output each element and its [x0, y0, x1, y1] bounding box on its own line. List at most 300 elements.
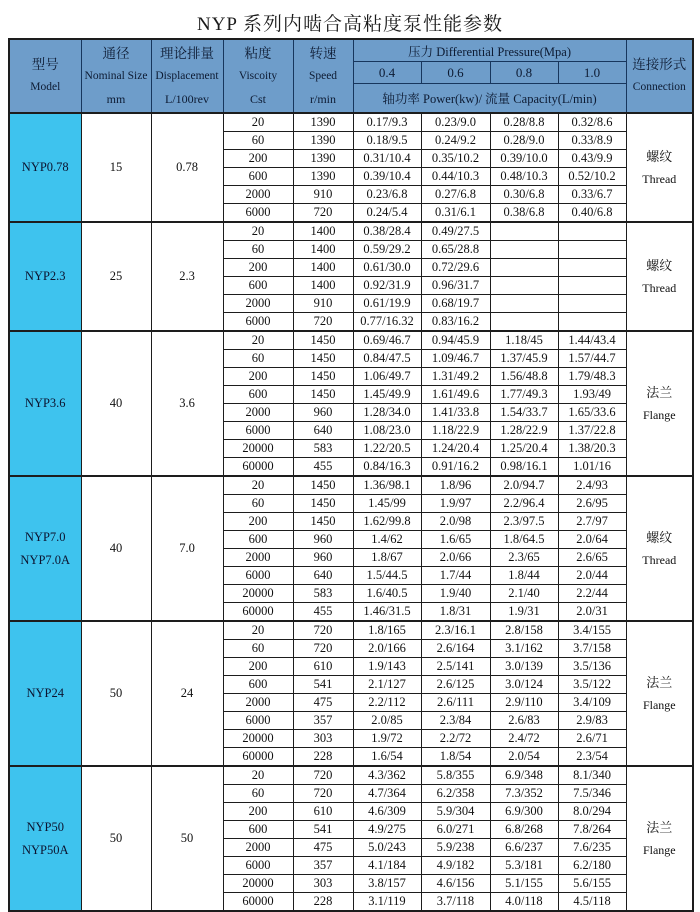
col-header-power-capacity: 轴功率 Power(kw)/ 流量 Capacity(L/min) — [353, 84, 626, 114]
power-capacity-cell: 7.6/235 — [558, 839, 626, 857]
nominal-size-cell: 15 — [81, 113, 151, 222]
power-capacity-cell: 0.33/6.7 — [558, 186, 626, 204]
power-capacity-cell: 6.8/268 — [490, 821, 558, 839]
power-capacity-cell: 3.8/157 — [353, 875, 421, 893]
viscosity-cell: 60000 — [223, 603, 293, 622]
power-capacity-cell: 0.24/5.4 — [353, 204, 421, 223]
power-capacity-cell: 1.18/45 — [490, 331, 558, 350]
col-header-nominal-en: Nominal Size — [84, 69, 148, 82]
power-capacity-cell: 1.8/165 — [353, 621, 421, 640]
power-capacity-cell — [490, 295, 558, 313]
power-capacity-cell: 5.9/238 — [421, 839, 490, 857]
power-capacity-cell: 2.6/125 — [421, 676, 490, 694]
viscosity-cell: 20 — [223, 113, 293, 132]
col-header-viscosity-unit: Cst — [249, 91, 266, 106]
viscosity-cell: 200 — [223, 368, 293, 386]
power-capacity-cell: 1.8/67 — [353, 549, 421, 567]
viscosity-cell: 600 — [223, 168, 293, 186]
viscosity-cell: 2000 — [223, 694, 293, 712]
power-capacity-cell: 1.54/33.7 — [490, 404, 558, 422]
speed-cell: 228 — [293, 748, 353, 767]
speed-cell: 720 — [293, 640, 353, 658]
power-capacity-cell: 3.4/155 — [558, 621, 626, 640]
speed-cell: 455 — [293, 458, 353, 477]
power-capacity-cell: 0.91/16.2 — [421, 458, 490, 477]
displacement-cell: 7.0 — [151, 476, 223, 621]
power-capacity-cell: 2.6/164 — [421, 640, 490, 658]
col-header-model-en: Model — [30, 81, 61, 93]
power-capacity-cell: 2.0/54 — [490, 748, 558, 767]
power-capacity-cell: 5.8/355 — [421, 766, 490, 785]
nominal-size-cell: 25 — [81, 222, 151, 331]
col-header-speed — [293, 39, 353, 113]
table-row — [9, 222, 693, 241]
power-capacity-cell: 0.38/28.4 — [353, 222, 421, 241]
col-header-connection-en: Connection — [632, 81, 686, 93]
speed-cell: 1450 — [293, 386, 353, 404]
speed-cell: 541 — [293, 821, 353, 839]
speed-cell: 910 — [293, 186, 353, 204]
power-capacity-cell: 4.9/182 — [421, 857, 490, 875]
power-capacity-cell: 2.6/71 — [558, 730, 626, 748]
col-header-speed-cn: 转速 — [309, 45, 337, 61]
viscosity-cell: 600 — [223, 386, 293, 404]
speed-cell: 720 — [293, 766, 353, 785]
pressure-value-0.8: 0.8 — [490, 62, 558, 84]
power-capacity-cell: 0.23/9.0 — [421, 113, 490, 132]
power-capacity-cell — [558, 259, 626, 277]
viscosity-cell: 200 — [223, 259, 293, 277]
power-capacity-cell: 2.3/84 — [421, 712, 490, 730]
power-capacity-cell: 2.3/97.5 — [490, 513, 558, 531]
power-capacity-cell: 1.25/20.4 — [490, 440, 558, 458]
power-capacity-cell: 1.6/65 — [421, 531, 490, 549]
power-capacity-cell: 1.44/43.4 — [558, 331, 626, 350]
viscosity-cell: 60 — [223, 785, 293, 803]
nominal-size-cell: 40 — [81, 476, 151, 621]
power-capacity-cell: 0.35/10.2 — [421, 150, 490, 168]
col-header-connection — [626, 39, 693, 113]
power-capacity-cell: 1.46/31.5 — [353, 603, 421, 622]
power-capacity-cell: 2.0/31 — [558, 603, 626, 622]
viscosity-cell: 200 — [223, 150, 293, 168]
power-capacity-cell: 1.65/33.6 — [558, 404, 626, 422]
power-capacity-cell: 2.1/127 — [353, 676, 421, 694]
power-capacity-cell: 2.4/93 — [558, 476, 626, 495]
power-capacity-cell: 1.28/34.0 — [353, 404, 421, 422]
model-cell: NYP2.3 — [9, 222, 81, 331]
power-capacity-cell: 1.9/40 — [421, 585, 490, 603]
speed-cell: 583 — [293, 440, 353, 458]
power-capacity-cell: 0.68/19.7 — [421, 295, 490, 313]
power-capacity-cell: 1.61/49.6 — [421, 386, 490, 404]
speed-cell: 1450 — [293, 495, 353, 513]
displacement-cell: 24 — [151, 621, 223, 766]
nominal-size-cell: 50 — [81, 621, 151, 766]
power-capacity-cell: 0.84/16.3 — [353, 458, 421, 477]
speed-cell: 1450 — [293, 350, 353, 368]
viscosity-cell: 60 — [223, 640, 293, 658]
displacement-cell: 2.3 — [151, 222, 223, 331]
power-capacity-cell — [490, 222, 558, 241]
power-capacity-cell: 1.9/97 — [421, 495, 490, 513]
speed-cell: 640 — [293, 422, 353, 440]
speed-cell: 1400 — [293, 241, 353, 259]
col-header-displacement-en: Displacement — [155, 69, 219, 82]
power-capacity-cell: 4.5/118 — [558, 893, 626, 912]
power-capacity-cell: 1.5/44.5 — [353, 567, 421, 585]
power-capacity-cell: 0.52/10.2 — [558, 168, 626, 186]
power-capacity-cell: 0.98/16.1 — [490, 458, 558, 477]
power-capacity-cell: 1.06/49.7 — [353, 368, 421, 386]
power-capacity-cell: 2.6/95 — [558, 495, 626, 513]
power-capacity-cell: 2.0/44 — [558, 567, 626, 585]
viscosity-cell: 6000 — [223, 204, 293, 223]
power-capacity-cell: 3.5/136 — [558, 658, 626, 676]
power-capacity-cell: 0.31/6.1 — [421, 204, 490, 223]
table-row — [9, 621, 693, 640]
speed-cell: 475 — [293, 694, 353, 712]
power-capacity-cell: 0.84/47.5 — [353, 350, 421, 368]
power-capacity-cell: 2.8/158 — [490, 621, 558, 640]
connection-cell: 法兰 Flange — [626, 621, 693, 766]
power-capacity-cell: 1.8/54 — [421, 748, 490, 767]
power-capacity-cell: 0.69/46.7 — [353, 331, 421, 350]
power-capacity-cell: 0.18/9.5 — [353, 132, 421, 150]
col-header-nominal-unit: mm — [106, 91, 126, 106]
power-capacity-cell: 1.9/72 — [353, 730, 421, 748]
power-capacity-cell: 0.23/6.8 — [353, 186, 421, 204]
viscosity-cell: 60000 — [223, 458, 293, 477]
speed-cell: 1400 — [293, 222, 353, 241]
power-capacity-cell: 5.9/304 — [421, 803, 490, 821]
speed-cell: 1450 — [293, 476, 353, 495]
power-capacity-cell: 3.5/122 — [558, 676, 626, 694]
power-capacity-cell: 2.7/97 — [558, 513, 626, 531]
power-capacity-cell: 0.43/9.9 — [558, 150, 626, 168]
speed-cell: 610 — [293, 803, 353, 821]
power-capacity-cell — [558, 313, 626, 332]
power-capacity-cell: 2.0/64 — [558, 531, 626, 549]
power-capacity-cell: 0.83/16.2 — [421, 313, 490, 332]
power-capacity-cell: 2.0/98 — [421, 513, 490, 531]
power-capacity-cell: 0.61/19.9 — [353, 295, 421, 313]
power-capacity-cell: 0.39/10.4 — [353, 168, 421, 186]
displacement-cell: 0.78 — [151, 113, 223, 222]
power-capacity-cell: 0.28/9.0 — [490, 132, 558, 150]
power-capacity-cell: 3.1/162 — [490, 640, 558, 658]
power-capacity-cell: 2.9/83 — [558, 712, 626, 730]
col-header-viscosity — [223, 39, 293, 113]
viscosity-cell: 2000 — [223, 404, 293, 422]
power-capacity-cell: 0.77/16.32 — [353, 313, 421, 332]
col-header-connection-cn: 连接形式 — [632, 57, 687, 72]
speed-cell: 303 — [293, 730, 353, 748]
power-capacity-cell: 1.41/33.8 — [421, 404, 490, 422]
model-cell: NYP3.6 — [9, 331, 81, 476]
power-capacity-cell: 0.48/10.3 — [490, 168, 558, 186]
power-capacity-cell: 0.33/8.9 — [558, 132, 626, 150]
power-capacity-cell — [558, 295, 626, 313]
col-header-displacement — [151, 39, 223, 113]
viscosity-cell: 600 — [223, 277, 293, 295]
power-capacity-cell: 6.9/300 — [490, 803, 558, 821]
power-capacity-cell: 4.3/362 — [353, 766, 421, 785]
connection-cell: 螺纹 Thread — [626, 113, 693, 222]
power-capacity-cell: 4.9/275 — [353, 821, 421, 839]
power-capacity-cell: 2.6/65 — [558, 549, 626, 567]
power-capacity-cell — [490, 259, 558, 277]
power-capacity-cell: 3.7/118 — [421, 893, 490, 912]
viscosity-cell: 60 — [223, 132, 293, 150]
col-header-speed-en: Speed — [308, 69, 338, 82]
power-capacity-cell: 8.1/340 — [558, 766, 626, 785]
power-capacity-cell: 2.6/83 — [490, 712, 558, 730]
power-capacity-cell: 1.8/64.5 — [490, 531, 558, 549]
speed-cell: 1400 — [293, 277, 353, 295]
power-capacity-cell: 2.3/16.1 — [421, 621, 490, 640]
power-capacity-cell: 1.37/22.8 — [558, 422, 626, 440]
col-header-viscosity-en: Viscoity — [238, 69, 278, 82]
connection-cell: 螺纹 Thread — [626, 476, 693, 621]
power-capacity-cell: 1.77/49.3 — [490, 386, 558, 404]
viscosity-cell: 60000 — [223, 893, 293, 912]
speed-cell: 1400 — [293, 259, 353, 277]
power-capacity-cell: 1.31/49.2 — [421, 368, 490, 386]
speed-cell: 1450 — [293, 513, 353, 531]
power-capacity-cell: 0.59/29.2 — [353, 241, 421, 259]
power-capacity-cell: 1.24/20.4 — [421, 440, 490, 458]
table-row — [9, 766, 693, 785]
power-capacity-cell: 8.0/294 — [558, 803, 626, 821]
power-capacity-cell — [558, 241, 626, 259]
model-cell: NYP50 NYP50A — [9, 766, 81, 911]
speed-cell: 640 — [293, 567, 353, 585]
power-capacity-cell: 3.0/124 — [490, 676, 558, 694]
power-capacity-cell: 0.44/10.3 — [421, 168, 490, 186]
power-capacity-cell: 0.39/10.0 — [490, 150, 558, 168]
power-capacity-cell — [490, 277, 558, 295]
power-capacity-cell: 2.0/85 — [353, 712, 421, 730]
speed-cell: 583 — [293, 585, 353, 603]
pressure-value-1.0: 1.0 — [558, 62, 626, 84]
power-capacity-cell: 1.6/54 — [353, 748, 421, 767]
power-capacity-cell: 2.2/112 — [353, 694, 421, 712]
speed-cell: 720 — [293, 204, 353, 223]
page-title: NYP 系列内啮合高粘度泵性能参数 — [196, 14, 504, 35]
power-capacity-cell: 1.6/40.5 — [353, 585, 421, 603]
pump-performance-table — [8, 38, 694, 912]
col-header-model — [9, 39, 81, 113]
viscosity-cell: 6000 — [223, 712, 293, 730]
power-capacity-cell: 2.5/141 — [421, 658, 490, 676]
power-capacity-cell: 0.32/8.6 — [558, 113, 626, 132]
col-header-nominal-size — [81, 39, 151, 113]
power-capacity-cell: 1.8/96 — [421, 476, 490, 495]
viscosity-cell: 2000 — [223, 186, 293, 204]
power-capacity-cell: 0.65/28.8 — [421, 241, 490, 259]
viscosity-cell: 20 — [223, 621, 293, 640]
viscosity-cell: 600 — [223, 821, 293, 839]
power-capacity-cell: 1.45/49.9 — [353, 386, 421, 404]
power-capacity-cell: 1.45/99 — [353, 495, 421, 513]
col-header-speed-unit: r/min — [310, 91, 336, 106]
power-capacity-cell: 5.3/181 — [490, 857, 558, 875]
power-capacity-cell: 1.36/98.1 — [353, 476, 421, 495]
power-capacity-cell: 6.9/348 — [490, 766, 558, 785]
power-capacity-cell: 1.22/20.5 — [353, 440, 421, 458]
viscosity-cell: 600 — [223, 676, 293, 694]
power-capacity-cell: 2.3/65 — [490, 549, 558, 567]
table-header — [9, 39, 693, 113]
power-capacity-cell: 0.28/8.8 — [490, 113, 558, 132]
speed-cell: 960 — [293, 531, 353, 549]
power-capacity-cell: 6.2/180 — [558, 857, 626, 875]
col-header-model-cn: 型号 — [31, 57, 59, 72]
power-capacity-cell: 1.79/48.3 — [558, 368, 626, 386]
viscosity-cell: 20 — [223, 766, 293, 785]
col-header-displacement-cn: 理论排量 — [160, 45, 214, 61]
power-capacity-cell: 1.8/44 — [490, 567, 558, 585]
power-capacity-cell: 6.2/358 — [421, 785, 490, 803]
viscosity-cell: 60 — [223, 350, 293, 368]
speed-cell: 720 — [293, 621, 353, 640]
viscosity-cell: 200 — [223, 658, 293, 676]
viscosity-cell: 2000 — [223, 839, 293, 857]
power-capacity-cell: 0.27/6.8 — [421, 186, 490, 204]
viscosity-cell: 20 — [223, 331, 293, 350]
viscosity-cell: 60 — [223, 495, 293, 513]
speed-cell: 1390 — [293, 168, 353, 186]
power-capacity-cell: 0.96/31.7 — [421, 277, 490, 295]
power-capacity-cell: 0.61/30.0 — [353, 259, 421, 277]
power-capacity-cell: 1.09/46.7 — [421, 350, 490, 368]
power-capacity-cell: 4.0/118 — [490, 893, 558, 912]
model-cell: NYP0.78 — [9, 113, 81, 222]
power-capacity-cell — [558, 277, 626, 295]
power-capacity-cell: 2.2/96.4 — [490, 495, 558, 513]
power-capacity-cell: 2.3/54 — [558, 748, 626, 767]
col-header-displacement-unit: L/100rev — [165, 91, 209, 106]
power-capacity-cell: 1.08/23.0 — [353, 422, 421, 440]
speed-cell: 1390 — [293, 113, 353, 132]
power-capacity-cell — [490, 241, 558, 259]
viscosity-cell: 60000 — [223, 748, 293, 767]
viscosity-cell: 6000 — [223, 422, 293, 440]
power-capacity-cell: 1.8/31 — [421, 603, 490, 622]
displacement-cell: 50 — [151, 766, 223, 911]
speed-cell: 720 — [293, 785, 353, 803]
speed-cell: 228 — [293, 893, 353, 912]
viscosity-cell: 20000 — [223, 875, 293, 893]
power-capacity-cell: 3.1/119 — [353, 893, 421, 912]
power-capacity-cell: 7.5/346 — [558, 785, 626, 803]
pressure-value-0.4: 0.4 — [353, 62, 421, 84]
power-capacity-cell: 1.4/62 — [353, 531, 421, 549]
power-capacity-cell: 4.1/184 — [353, 857, 421, 875]
viscosity-cell: 20000 — [223, 730, 293, 748]
power-capacity-cell: 0.17/9.3 — [353, 113, 421, 132]
power-capacity-cell: 2.0/166 — [353, 640, 421, 658]
power-capacity-cell — [558, 222, 626, 241]
connection-cell: 螺纹 Thread — [626, 222, 693, 331]
power-capacity-cell: 1.38/20.3 — [558, 440, 626, 458]
speed-cell: 541 — [293, 676, 353, 694]
power-capacity-cell: 0.92/31.9 — [353, 277, 421, 295]
power-capacity-cell: 0.72/29.6 — [421, 259, 490, 277]
power-capacity-cell: 2.4/72 — [490, 730, 558, 748]
power-capacity-cell: 4.7/364 — [353, 785, 421, 803]
pressure-value-0.6: 0.6 — [421, 62, 490, 84]
col-header-pressure: 压力 Differential Pressure(Mpa) — [353, 39, 626, 62]
header-row-1 — [9, 39, 693, 62]
power-capacity-cell: 1.56/48.8 — [490, 368, 558, 386]
power-capacity-cell: 5.0/243 — [353, 839, 421, 857]
power-capacity-cell: 0.40/6.8 — [558, 204, 626, 223]
power-capacity-cell: 3.0/139 — [490, 658, 558, 676]
speed-cell: 455 — [293, 603, 353, 622]
power-capacity-cell: 1.18/22.9 — [421, 422, 490, 440]
power-capacity-cell: 1.28/22.9 — [490, 422, 558, 440]
speed-cell: 960 — [293, 404, 353, 422]
power-capacity-cell: 2.0/94.7 — [490, 476, 558, 495]
displacement-cell: 3.6 — [151, 331, 223, 476]
power-capacity-cell: 1.9/143 — [353, 658, 421, 676]
speed-cell: 720 — [293, 313, 353, 332]
power-capacity-cell: 1.37/45.9 — [490, 350, 558, 368]
speed-cell: 910 — [293, 295, 353, 313]
power-capacity-cell: 7.8/264 — [558, 821, 626, 839]
speed-cell: 1390 — [293, 132, 353, 150]
power-capacity-cell: 5.1/155 — [490, 875, 558, 893]
col-header-nominal-cn: 通径 — [102, 45, 130, 61]
speed-cell: 610 — [293, 658, 353, 676]
viscosity-cell: 60 — [223, 241, 293, 259]
viscosity-cell: 20 — [223, 222, 293, 241]
model-cell: NYP7.0 NYP7.0A — [9, 476, 81, 621]
table-row — [9, 113, 693, 132]
viscosity-cell: 6000 — [223, 857, 293, 875]
speed-cell: 1450 — [293, 331, 353, 350]
power-capacity-cell: 6.0/271 — [421, 821, 490, 839]
power-capacity-cell: 0.94/45.9 — [421, 331, 490, 350]
power-capacity-cell: 2.2/72 — [421, 730, 490, 748]
power-capacity-cell — [490, 313, 558, 332]
table-body — [9, 113, 693, 911]
power-capacity-cell: 6.6/237 — [490, 839, 558, 857]
connection-cell: 法兰 Flange — [626, 331, 693, 476]
power-capacity-cell: 0.38/6.8 — [490, 204, 558, 223]
table-row — [9, 331, 693, 350]
power-capacity-cell: 1.01/16 — [558, 458, 626, 477]
viscosity-cell: 2000 — [223, 295, 293, 313]
power-capacity-cell: 0.24/9.2 — [421, 132, 490, 150]
power-capacity-cell: 1.57/44.7 — [558, 350, 626, 368]
viscosity-cell: 6000 — [223, 313, 293, 332]
power-capacity-cell: 4.6/156 — [421, 875, 490, 893]
connection-cell: 法兰 Flange — [626, 766, 693, 911]
speed-cell: 960 — [293, 549, 353, 567]
table-row — [9, 476, 693, 495]
speed-cell: 357 — [293, 857, 353, 875]
power-capacity-cell: 3.7/158 — [558, 640, 626, 658]
power-capacity-cell: 0.49/27.5 — [421, 222, 490, 241]
speed-cell: 1390 — [293, 150, 353, 168]
viscosity-cell: 20000 — [223, 585, 293, 603]
power-capacity-cell: 0.30/6.8 — [490, 186, 558, 204]
power-capacity-cell: 0.31/10.4 — [353, 150, 421, 168]
power-capacity-cell: 2.0/66 — [421, 549, 490, 567]
